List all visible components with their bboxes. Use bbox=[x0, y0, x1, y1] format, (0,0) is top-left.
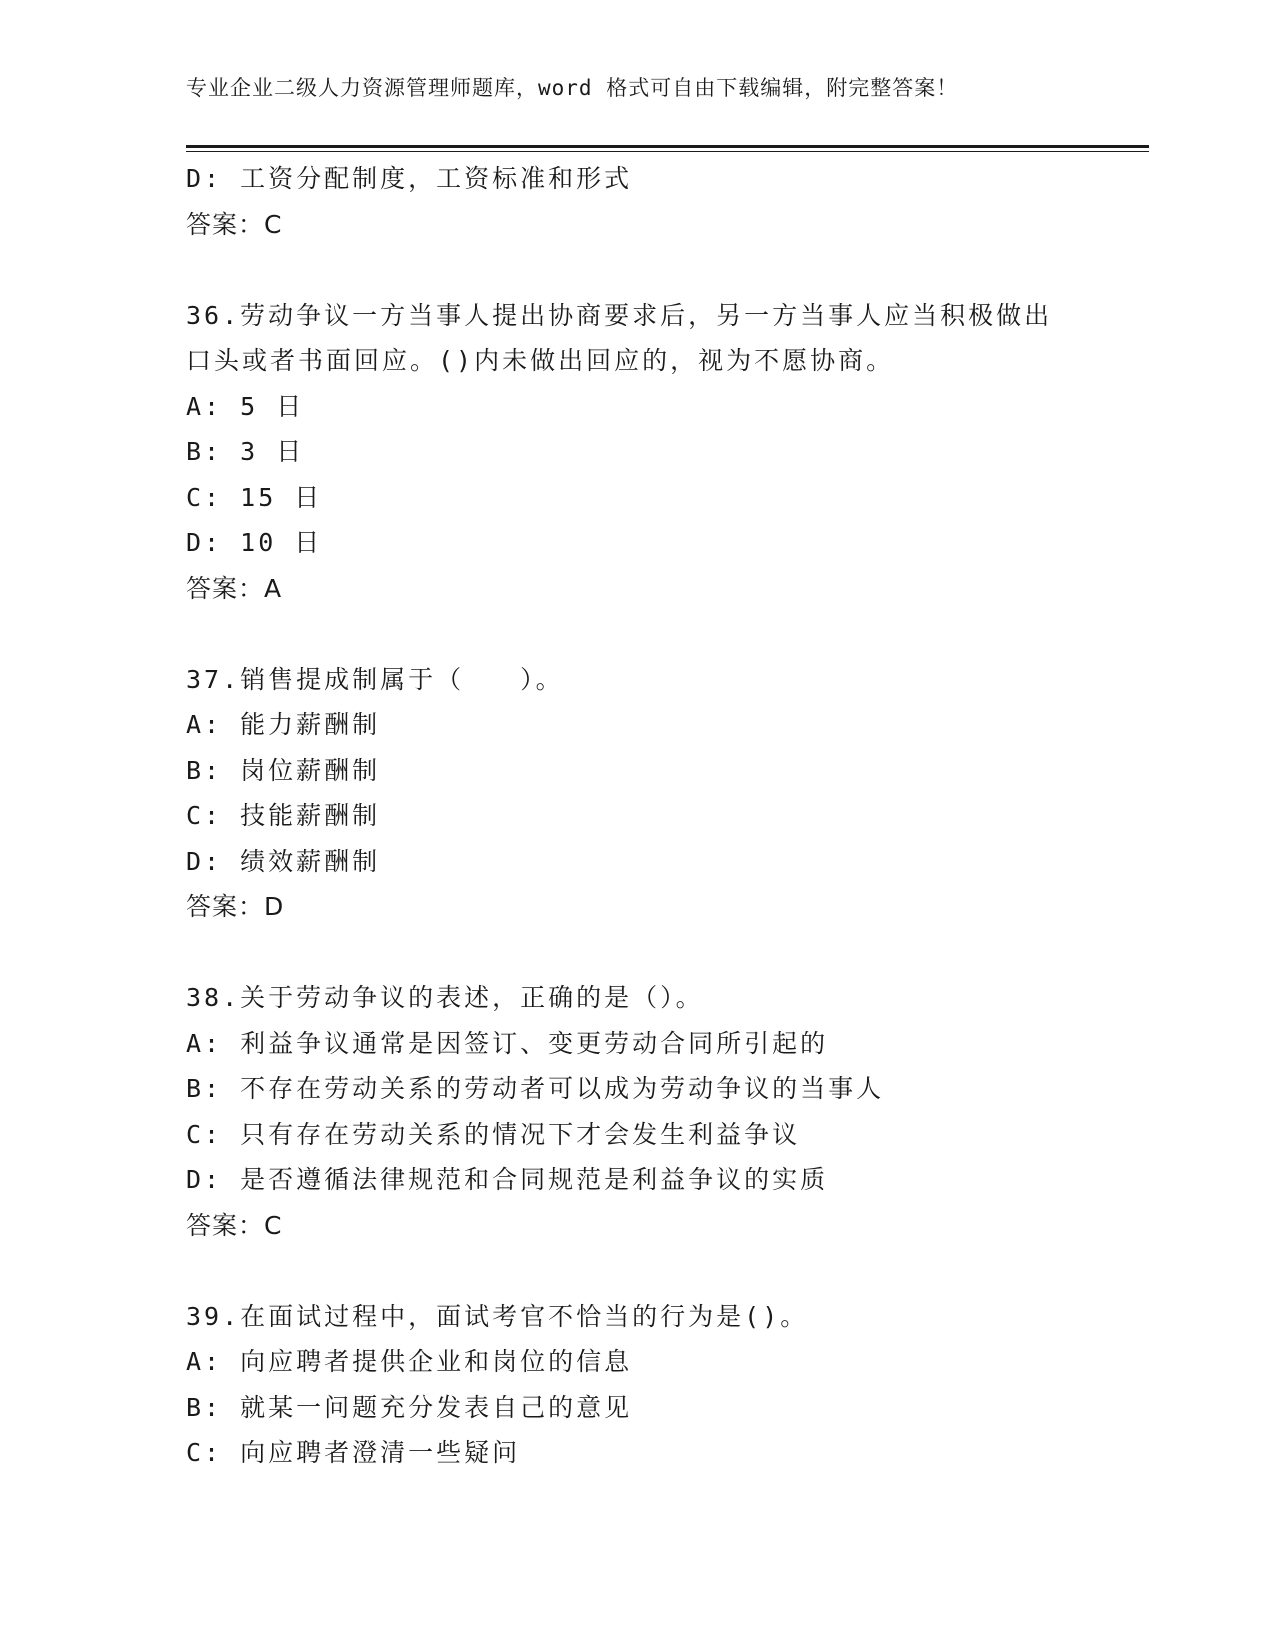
header-rule-thick bbox=[186, 145, 1149, 148]
answer: 答案：A bbox=[186, 573, 283, 603]
option-c: C: 只有存在劳动关系的情况下才会发生利益争议 bbox=[186, 1119, 801, 1149]
option-b: B: 就某一问题充分发表自己的意见 bbox=[186, 1392, 633, 1422]
option-d: D: 工资分配制度，工资标准和形式 bbox=[186, 164, 633, 193]
option-d: D: 是否遵循法律规范和合同规范是利益争议的实质 bbox=[186, 1165, 829, 1194]
option-a: A: 5 日 bbox=[186, 391, 305, 421]
question-stem: 38.关于劳动争议的表述，正确的是（）。 bbox=[186, 983, 704, 1012]
answer: 答案：C bbox=[186, 1210, 283, 1240]
header-rule-thin bbox=[186, 151, 1149, 152]
option-c: C: 技能薪酬制 bbox=[186, 801, 381, 830]
option-b: B: 3 日 bbox=[186, 437, 305, 466]
answer: 答案：C bbox=[186, 209, 283, 239]
question-stem: 39.在面试过程中，面试考官不恰当的行为是()。 bbox=[186, 1301, 809, 1331]
option-d: D: 绩效薪酬制 bbox=[186, 846, 381, 876]
option-a: A: 能力薪酬制 bbox=[186, 710, 381, 739]
option-c: C: 向应聘者澄清一些疑问 bbox=[186, 1438, 521, 1467]
question-stem: 36.劳动争议一方当事人提出协商要求后，另一方当事人应当积极做出 bbox=[186, 300, 1053, 330]
option-b: B: 岗位薪酬制 bbox=[186, 755, 381, 785]
question-stem-continued: 口头或者书面回应。()内未做出回应的，视为不愿协商。 bbox=[186, 346, 895, 375]
answer: 答案：D bbox=[186, 892, 285, 921]
option-a: A: 利益争议通常是因签订、变更劳动合同所引起的 bbox=[186, 1028, 829, 1058]
option-d: D: 10 日 bbox=[186, 528, 323, 557]
page-header: 专业企业二级人力资源管理师题库，word 格式可自由下载编辑，附完整答案！ bbox=[186, 76, 959, 100]
question-stem: 37.销售提成制属于（ ）。 bbox=[186, 664, 564, 694]
option-a: A: 向应聘者提供企业和岗位的信息 bbox=[186, 1347, 633, 1376]
question-content bbox=[186, 156, 1149, 1476]
option-b: B: 不存在劳动关系的劳动者可以成为劳动争议的当事人 bbox=[186, 1074, 885, 1103]
option-c: C: 15 日 bbox=[186, 482, 323, 512]
